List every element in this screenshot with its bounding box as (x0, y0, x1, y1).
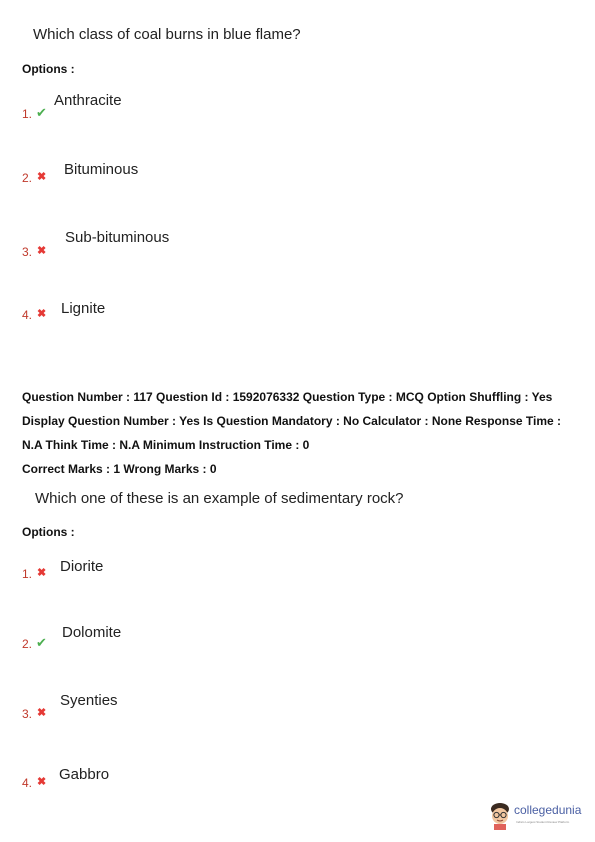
option-text: Syenties (60, 692, 118, 709)
option-text: Sub-bituminous (65, 229, 170, 246)
option-number: 3. (22, 245, 33, 259)
question-2-options-label: Options : (22, 525, 75, 539)
option-number: 2. (22, 171, 33, 185)
collegedunia-logo (488, 800, 588, 832)
option-text: Anthracite (54, 92, 122, 109)
option-number: 2. (22, 637, 33, 651)
question-2-text: Which one of these is an example of sedimentary rock? (35, 490, 404, 507)
option-text: Diorite (60, 558, 104, 575)
cross-icon: ✖ (37, 776, 47, 788)
option-number: 4. (22, 308, 33, 322)
question-1-text: Which class of coal burns in blue flame? (33, 26, 301, 43)
cross-icon: ✖ (37, 308, 47, 320)
logo-name: collegedunia (514, 803, 582, 817)
option-number: 3. (22, 707, 33, 721)
cross-icon: ✖ (37, 707, 47, 719)
check-icon: ✔ (36, 635, 47, 650)
question-metadata (22, 385, 582, 481)
option-number: 1. (22, 567, 33, 581)
metadata-details: Question Number : 117 Question Id : 1592076332 Question Type : MCQ Option Shuffling : Yes Display Question Number : Yes Is Question Mandatory : No Calculator : None Response Time : N.A Think Time : N.A Minimum Instruction Time : 0 (22, 390, 561, 452)
option-number: 1. (22, 107, 33, 121)
option-text: Gabbro (59, 766, 110, 783)
mascot-icon (488, 800, 512, 830)
check-icon: ✔ (36, 105, 47, 120)
cross-icon: ✖ (37, 245, 47, 257)
cross-icon: ✖ (37, 567, 47, 579)
option-text: Dolomite (62, 624, 122, 641)
option-number: 4. (22, 776, 33, 790)
metadata-marks: Correct Marks : 1 Wrong Marks : 0 (22, 462, 217, 476)
logo-tagline: India's Largest Student Review Platform (516, 820, 570, 824)
cross-icon: ✖ (37, 171, 47, 183)
option-text: Lignite (61, 300, 106, 317)
question-1-options-label: Options : (22, 62, 75, 76)
option-text: Bituminous (64, 161, 139, 178)
